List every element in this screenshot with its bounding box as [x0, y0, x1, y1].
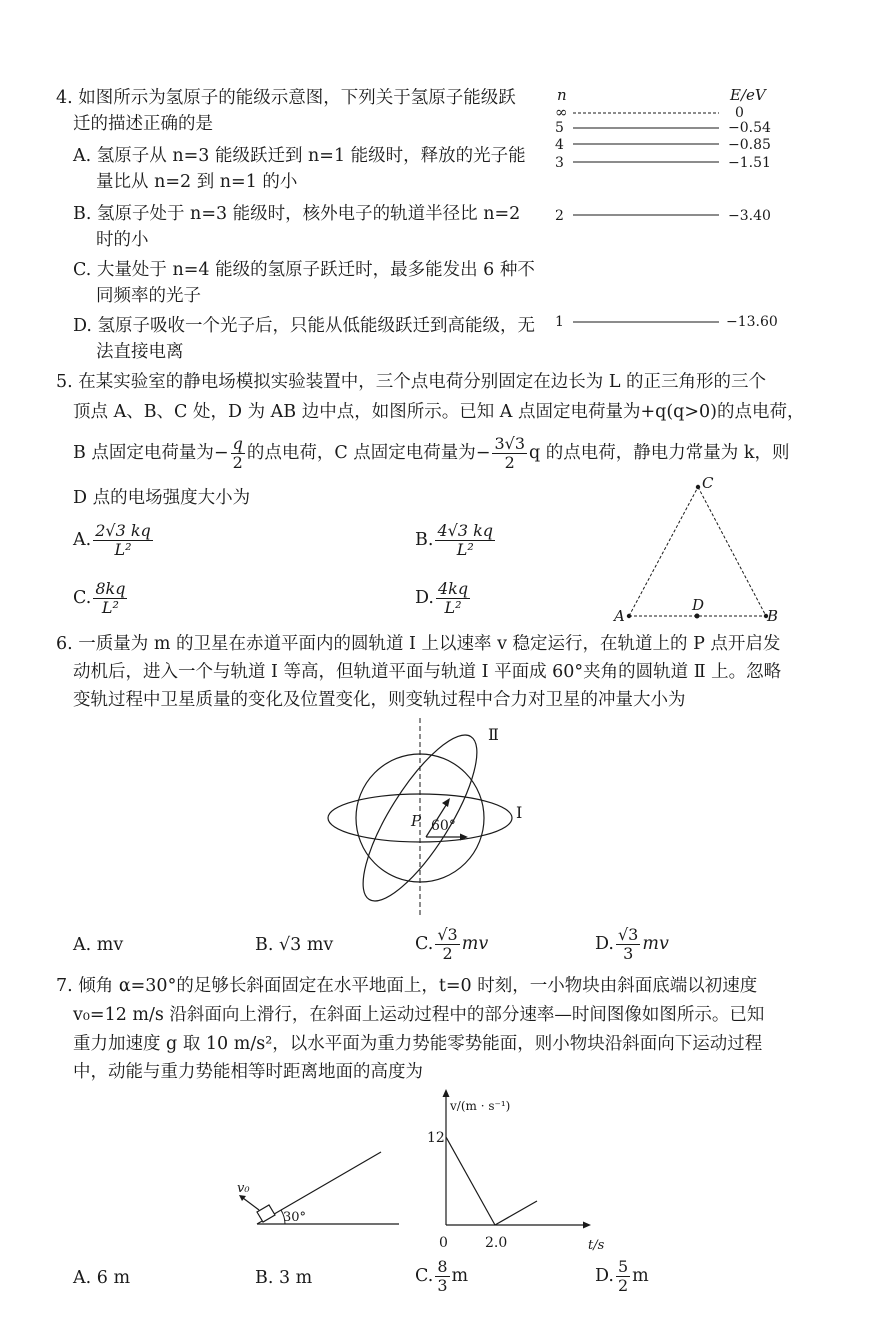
block-square — [257, 1205, 275, 1222]
option-label: D. — [595, 934, 614, 954]
q5-stem-line1: 5. 在某实验室的静电场模拟实验装置中，三个点电荷分别固定在边长为 L 的正三角形的三个 — [56, 372, 767, 392]
q5-line3-part1: B 点固定电荷量为− — [73, 443, 229, 463]
option-label: B. — [415, 530, 434, 550]
level-n-label: 4 — [555, 137, 564, 153]
incline-figure — [225, 1140, 405, 1232]
q4-option-c-line1: C. 大量处于 n=4 能级的氢原子跃迁时，最多能发出 6 种不 — [73, 260, 535, 280]
label-30-degree: 30° — [283, 1210, 307, 1225]
option-label: C. — [73, 588, 92, 608]
fraction-numerator: √3 — [617, 925, 639, 944]
level-e-label: −0.85 — [728, 137, 771, 153]
level-n-label: 3 — [555, 155, 564, 171]
y-axis-arrowhead — [443, 1089, 450, 1097]
level-n-label: 2 — [555, 208, 564, 224]
q4-option-d-line1: D. 氢原子吸收一个光子后，只能从低能级跃迁到高能级，无 — [73, 316, 536, 336]
label-c: C — [702, 474, 714, 492]
q4-option-b-line2: 时的小 — [96, 230, 149, 250]
energy-level-4 — [555, 137, 771, 153]
fraction-3sqrt3-over-2 — [492, 435, 527, 472]
fraction-numerator: 8 — [437, 1257, 448, 1276]
fraction-denominator: 2 — [504, 453, 515, 472]
q6-stem-line1: 6. 一质量为 m 的卫星在赤道平面内的圆轨道 Ⅰ 上以速率 v 稳定运行，在轨道上的 P 点开启发 — [56, 634, 781, 654]
level-e-label: −0.54 — [728, 120, 771, 136]
option-label: D. — [415, 588, 434, 608]
graph-origin: 0 — [439, 1235, 448, 1251]
option-fraction — [616, 1258, 630, 1295]
q5-option-d — [415, 580, 472, 617]
q6-option-b: B. √3 mv — [255, 935, 334, 955]
fraction-numerator: 4kq — [437, 579, 469, 598]
option-fraction — [616, 926, 640, 963]
orbit-figure — [310, 718, 540, 918]
q4-option-b-line1: B. 氢原子处于 n=3 能级时，核外电子的轨道半径比 n=2 — [73, 204, 521, 224]
energy-diagram-n-label: n — [557, 86, 567, 104]
label-orbit-1: Ⅰ — [516, 803, 523, 822]
q6-option-d — [595, 926, 669, 963]
option-tail: mv — [642, 934, 669, 954]
incline-line — [257, 1152, 381, 1224]
fraction-denominator: L² — [444, 598, 462, 617]
q5-stem-line2: 顶点 A、B、C 处，D 为 AB 边中点，如图所示。已知 A 点固定电荷量为+q(q>0)的点电荷， — [73, 402, 805, 422]
energy-level-1 — [555, 314, 778, 330]
option-unit: m — [451, 1266, 469, 1286]
q6-option-c — [415, 926, 488, 963]
fraction-numerator: √3 — [437, 925, 458, 944]
level-e-label: −1.51 — [728, 155, 771, 171]
level-e-label: 0 — [735, 105, 744, 121]
q7-option-a: A. 6 m — [73, 1268, 131, 1288]
option-fraction — [435, 522, 495, 559]
q4-stem-line1: 4. 如图所示为氢原子的能级示意图，下列关于氢原子能级跃 — [56, 88, 516, 108]
q5-option-a — [73, 522, 155, 559]
fraction-denominator: 3 — [623, 944, 634, 963]
q5-line3-part3: q 的点电荷，静电力常量为 k，则 — [529, 443, 790, 463]
triangle-left-side — [629, 487, 698, 616]
label-v0: v₀ — [237, 1181, 250, 1196]
q7-stem-line1: 7. 倾角 α=30°的足够长斜面固定在水平地面上，t=0 时刻，一小物块由斜面底端以初速度 — [56, 976, 758, 996]
fraction-denominator: L² — [114, 540, 132, 559]
point-d-dot — [695, 614, 700, 619]
level-n-label: 1 — [555, 314, 564, 330]
option-fraction — [435, 1258, 449, 1295]
fraction-denominator: 3 — [437, 1276, 448, 1295]
q7-stem-line2: v₀=12 m/s 沿斜面向上滑行，在斜面上运动过程中的部分速率—时间图像如图所示。已知 — [73, 1005, 765, 1025]
q5-option-c — [73, 580, 129, 617]
graph-x-tick: 2.0 — [485, 1235, 508, 1251]
energy-level-3 — [555, 155, 771, 171]
q4-option-c-line2: 同频率的光子 — [96, 286, 201, 306]
q5-stem-line3 — [73, 435, 789, 472]
energy-level-diagram — [545, 80, 790, 340]
fraction-denominator: 2 — [617, 1276, 629, 1295]
triangle-figure — [605, 470, 795, 626]
graph-ylabel: v/(m · s⁻¹) — [450, 1099, 511, 1113]
level-n-label: ∞ — [555, 103, 568, 121]
energy-level-inf — [555, 103, 744, 121]
option-label: C. — [415, 934, 434, 954]
label-60-degree: 60° — [431, 818, 456, 834]
graph-xlabel: t/s — [588, 1238, 605, 1253]
fraction-denominator: L² — [456, 540, 474, 559]
option-label: C. — [415, 1266, 434, 1286]
fraction-numerator: 8kq — [95, 579, 126, 598]
label-a: A — [614, 607, 625, 625]
option-fraction — [436, 580, 470, 617]
fraction-numerator: 3√3 — [494, 434, 526, 453]
q7-option-b: B. 3 m — [255, 1268, 313, 1288]
energy-level-2 — [555, 208, 771, 224]
q4-option-d-line2: 法直接电离 — [96, 342, 184, 362]
option-fraction — [93, 580, 127, 617]
graph-y-tick-12: 12 — [427, 1130, 445, 1146]
q4-stem-line2: 迁的描述正确的是 — [73, 114, 213, 134]
q5-stem-line4: D 点的电场强度大小为 — [73, 488, 251, 508]
label-b: B — [767, 607, 779, 625]
q7-stem-line4: 中，动能与重力势能相等时距离地面的高度为 — [73, 1062, 423, 1082]
q6-option-a: A. mv — [73, 935, 124, 955]
sliding-down-segment — [495, 1201, 537, 1225]
level-e-label: −13.60 — [726, 314, 778, 330]
fraction-numerator: q — [232, 434, 243, 453]
label-d: D — [692, 596, 705, 614]
fraction-numerator: 5 — [617, 1257, 629, 1276]
point-a-dot — [627, 614, 631, 618]
fraction-denominator: 2 — [442, 944, 453, 963]
label-orbit-2: Ⅱ — [488, 725, 499, 744]
q6-stem-line3: 变轨过程中卫星质量的变化及位置变化，则变轨过程中合力对卫星的冲量大小为 — [73, 690, 686, 710]
deceleration-segment — [446, 1137, 495, 1225]
energy-level-5 — [555, 120, 771, 136]
label-p: P — [411, 812, 422, 830]
x-axis-arrowhead — [583, 1222, 591, 1229]
arrowhead-tilted — [442, 798, 450, 807]
level-n-label: 5 — [555, 120, 564, 136]
fraction-numerator: 4√3 kq — [437, 521, 494, 540]
fraction-denominator: L² — [101, 598, 119, 617]
q5-line3-part2: 的点电荷，C 点固定电荷量为− — [246, 443, 491, 463]
velocity-time-graph — [415, 1085, 615, 1255]
q4-option-a-line2: 量比从 n=2 到 n=1 的小 — [96, 172, 298, 192]
q7-option-c — [415, 1258, 468, 1295]
level-e-label: −3.40 — [728, 208, 771, 224]
q5-option-b — [415, 522, 497, 559]
q7-stem-line3: 重力加速度 g 取 10 m/s²，以水平面为重力势能零势能面，则小物块沿斜面向下运动过程 — [73, 1034, 763, 1054]
energy-diagram-e-label: E/eV — [730, 86, 766, 104]
point-c-dot — [696, 485, 700, 489]
option-fraction — [435, 926, 459, 963]
option-tail: mv — [461, 934, 489, 954]
fraction-numerator: 2√3 kq — [95, 521, 151, 540]
q6-stem-line2: 动机后，进入一个与轨道 Ⅰ 等高，但轨道平面与轨道 Ⅰ 平面成 60°夹角的圆轨道 Ⅱ 上。忽略 — [73, 662, 782, 682]
q7-option-d — [595, 1258, 649, 1295]
option-fraction — [93, 522, 153, 559]
fraction-denominator: 2 — [232, 453, 243, 472]
option-unit: m — [632, 1266, 649, 1286]
option-label: A. — [73, 530, 92, 550]
v0-arrow-line — [243, 1198, 259, 1210]
fraction-q-over-2 — [231, 435, 245, 472]
q4-option-a-line1: A. 氢原子从 n=3 能级跃迁到 n=1 能级时，释放的光子能 — [73, 146, 526, 166]
triangle-right-side — [698, 487, 766, 616]
option-label: D. — [595, 1266, 614, 1286]
